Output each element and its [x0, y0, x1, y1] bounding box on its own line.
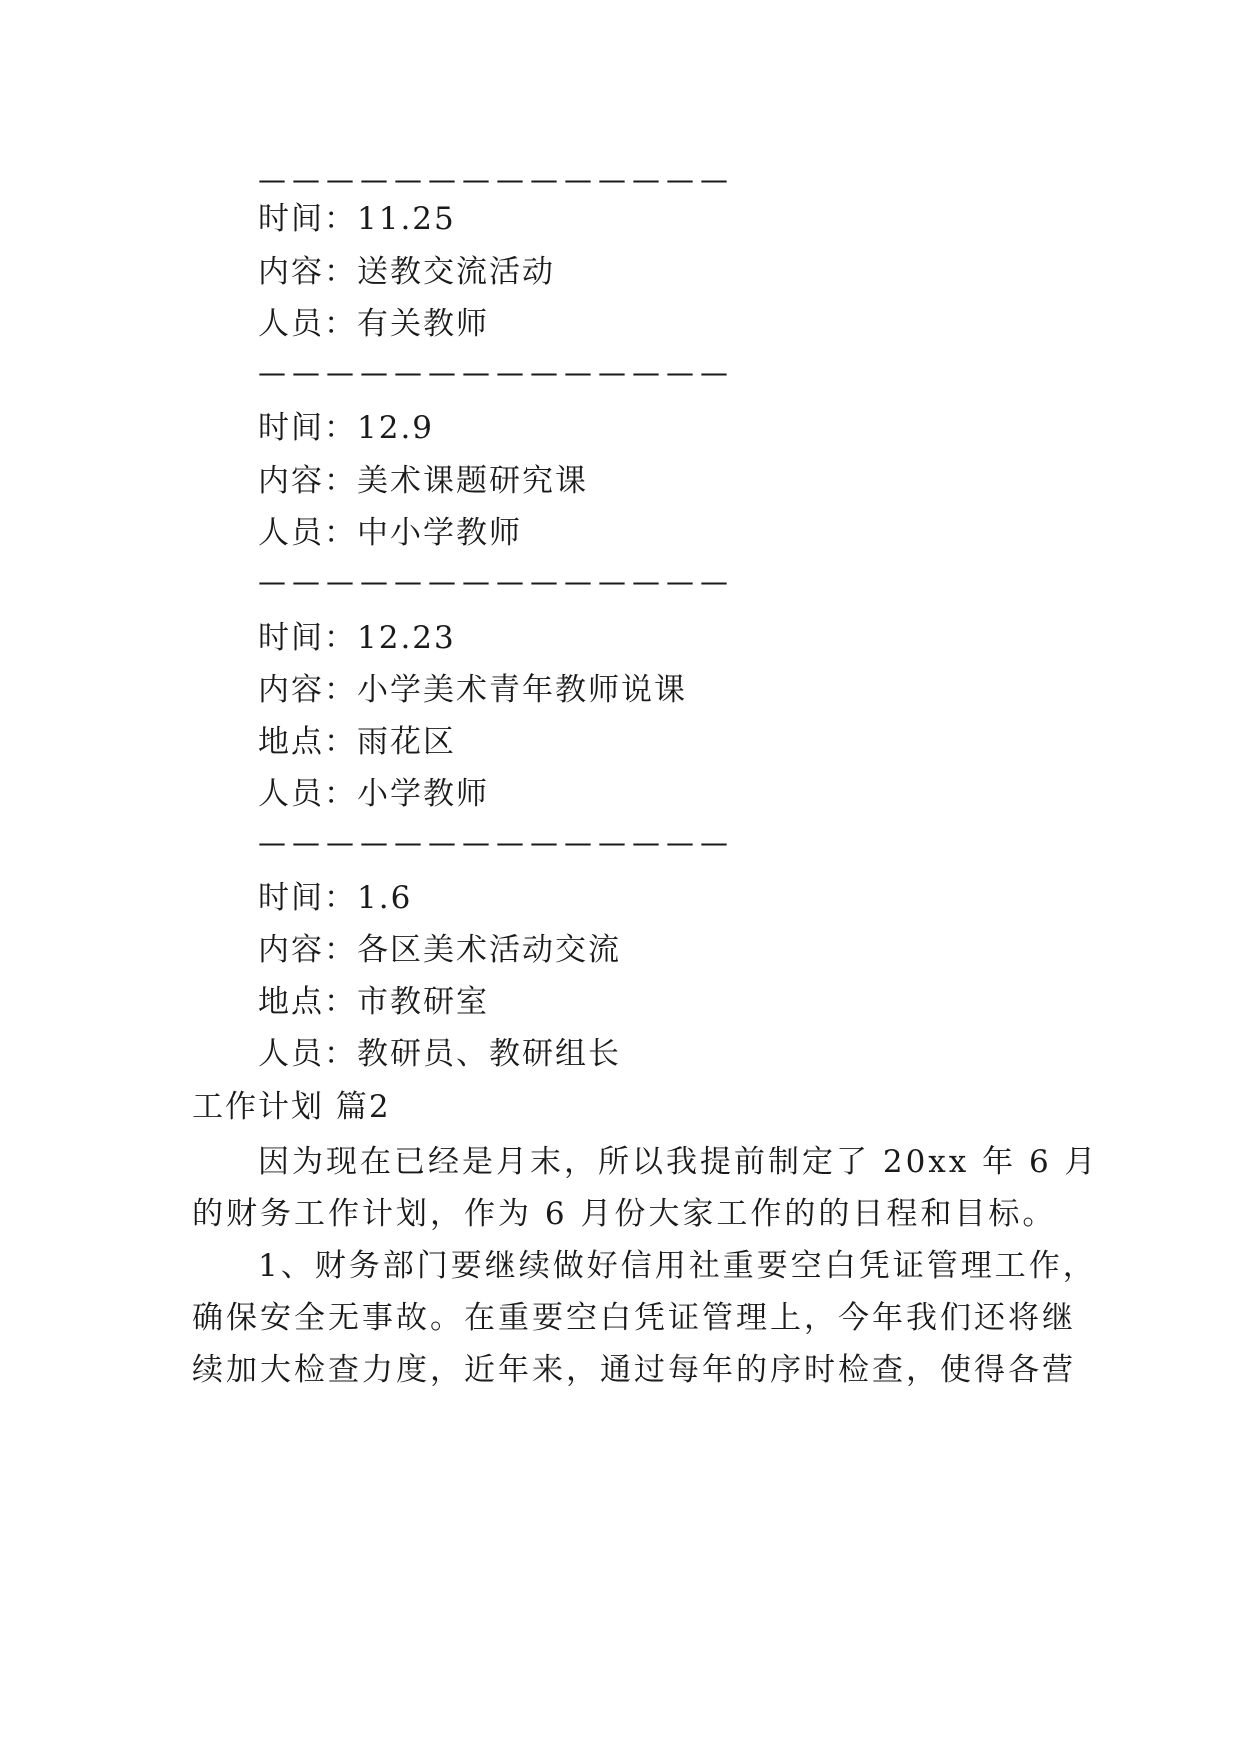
schedule-content: 内容：各区美术活动交流 — [258, 932, 621, 968]
schedule-content: 内容：小学美术青年教师说课 — [258, 672, 687, 708]
schedule-time: 时间：11.25 — [258, 201, 456, 237]
schedule-time: 时间：1.6 — [258, 880, 413, 916]
section-heading: 工作计划 篇2 — [192, 1089, 391, 1125]
schedule-content: 内容：送教交流活动 — [258, 254, 555, 290]
schedule-people: 人员：中小学教师 — [258, 515, 522, 551]
paragraph-line: 确保安全无事故。在重要空白凭证管理上，今年我们还将继 — [192, 1300, 1076, 1336]
paragraph-line: 的财务工作计划，作为 6 月份大家工作的的日程和目标。 — [192, 1196, 1057, 1232]
schedule-place: 地点：市教研室 — [258, 984, 489, 1020]
schedule-people: 人员：有关教师 — [258, 306, 489, 342]
separator-line: —————————————— — [258, 826, 734, 859]
schedule-place: 地点：雨花区 — [258, 724, 456, 760]
separator-line: —————————————— — [258, 565, 734, 598]
separator-line: —————————————— — [258, 163, 734, 196]
paragraph-line: 续加大检查力度，近年来，通过每年的序时检查，使得各营 — [192, 1352, 1076, 1388]
paragraph-line: 因为现在已经是月末，所以我提前制定了 20xx 年 6 月 — [258, 1144, 1099, 1180]
separator-line: —————————————— — [258, 356, 734, 389]
schedule-people: 人员：小学教师 — [258, 776, 489, 812]
schedule-people: 人员：教研员、教研组长 — [258, 1036, 621, 1072]
schedule-time: 时间：12.23 — [258, 620, 456, 656]
paragraph-line: 1、财务部门要继续做好信用社重要空白凭证管理工作， — [258, 1248, 1097, 1284]
schedule-content: 内容：美术课题研究课 — [258, 463, 588, 499]
schedule-time: 时间：12.9 — [258, 410, 435, 446]
